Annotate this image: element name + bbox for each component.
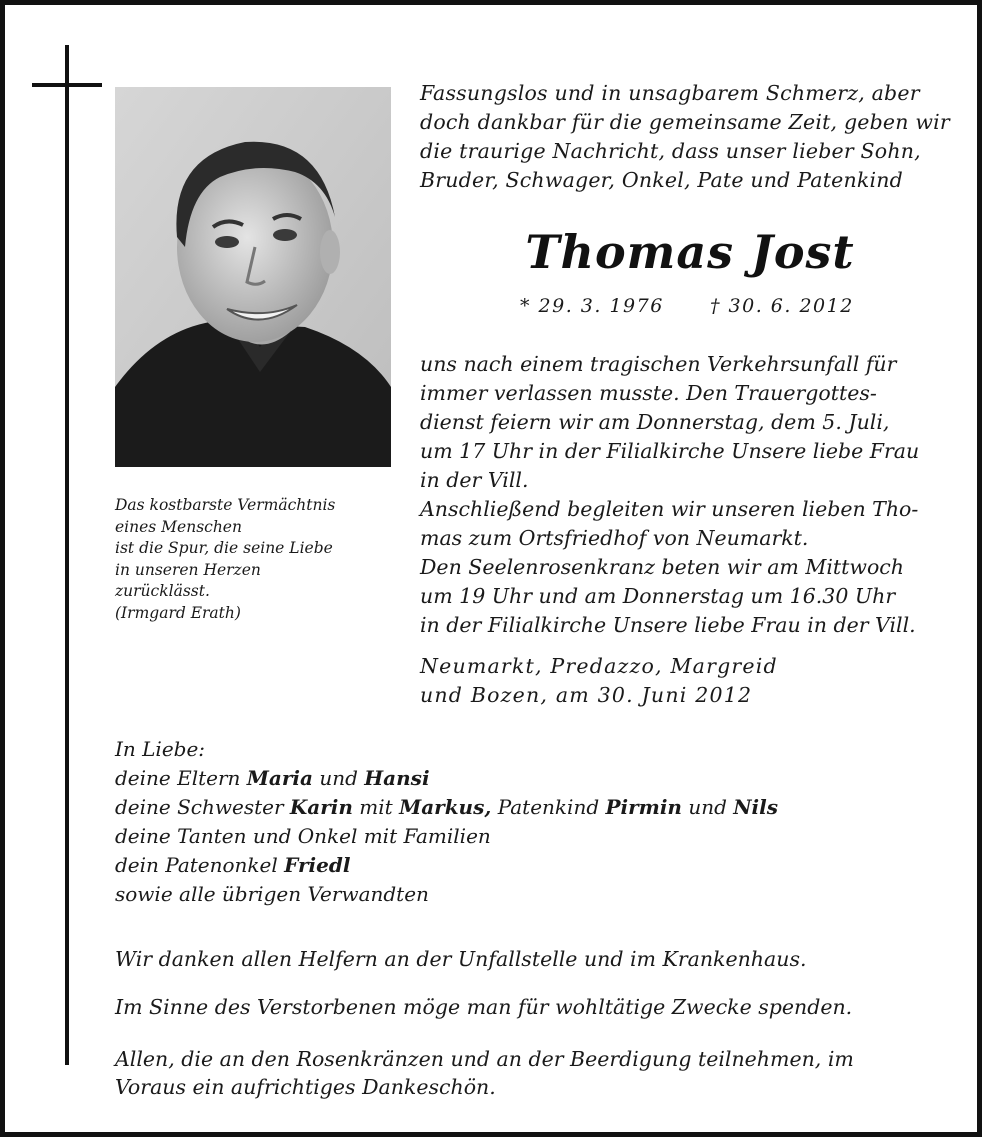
thanks-helpers: Wir danken allen Helfern an der Unfallstelle und im Krankenhaus. bbox=[115, 947, 807, 971]
mourners-siblings: deine Schwester Karin mit Markus, Patenkind Pirmin und Nils bbox=[115, 795, 779, 819]
cross-icon-horizontal bbox=[32, 83, 102, 87]
mourners-aunts: deine Tanten und Onkel mit Familien bbox=[115, 824, 491, 848]
death-date: † 30. 6. 2012 bbox=[710, 295, 854, 317]
mourners-parents: deine Eltern Maria und Hansi bbox=[115, 766, 430, 790]
deceased-name: Thomas Jost bbox=[525, 225, 855, 279]
thanks-attendees: Allen, die an den Rosenkränzen und an der Beerdigung teilnehmen, im Voraus ein aufrichtiges Dankeschön. bbox=[115, 1047, 854, 1099]
donation-note: Im Sinne des Verstorbenen möge man für wohltätige Zwecke spenden. bbox=[115, 995, 853, 1019]
memorial-quote: Das kostbarste Vermächtnis eines Menschen ist die Spur, die seine Liebe in unseren Herzen zurücklässt. (Irmgard Erath) bbox=[115, 496, 336, 622]
intro-text: Fassungslos und in unsagbarem Schmerz, aber doch dankbar für die gemeinsame Zeit, geben wir die traurige Nachricht, dass unser lieber Sohn, Bruder, Schwager, Onkel, Pate und Patenkind bbox=[420, 81, 950, 192]
birth-date: * 29. 3. 1976 bbox=[520, 295, 664, 317]
mourners-heading: In Liebe: bbox=[115, 737, 206, 761]
mourners-list bbox=[115, 735, 915, 909]
portrait-illustration bbox=[115, 87, 391, 467]
funeral-details: uns nach einem tragischen Verkehrsunfall für immer verlassen musste. Den Trauergottes- dienst feiern wir am Donnerstag, dem 5. Juli, um 17 Uhr in der Filialkirche Unsere liebe Frau in der Vill. Anschließend begleiten wir unseren lieben Tho- mas zum Ortsfriedhof von Neumarkt. Den Seelenrosenkranz beten wir am Mittwoch um 19 Uhr und am Donnerstag um 16.30 Uhr in der Filialkirche Unsere liebe Frau in der Vill. bbox=[420, 352, 920, 637]
mourners-relatives: sowie alle übrigen Verwandten bbox=[115, 882, 429, 906]
place-and-date: Neumarkt, Predazzo, Margreid und Bozen, am 30. Juni 2012 bbox=[420, 654, 778, 707]
portrait-photo bbox=[115, 87, 391, 467]
mourners-godfather: dein Patenonkel Friedl bbox=[115, 853, 351, 877]
cross-icon-vertical bbox=[65, 45, 69, 1065]
